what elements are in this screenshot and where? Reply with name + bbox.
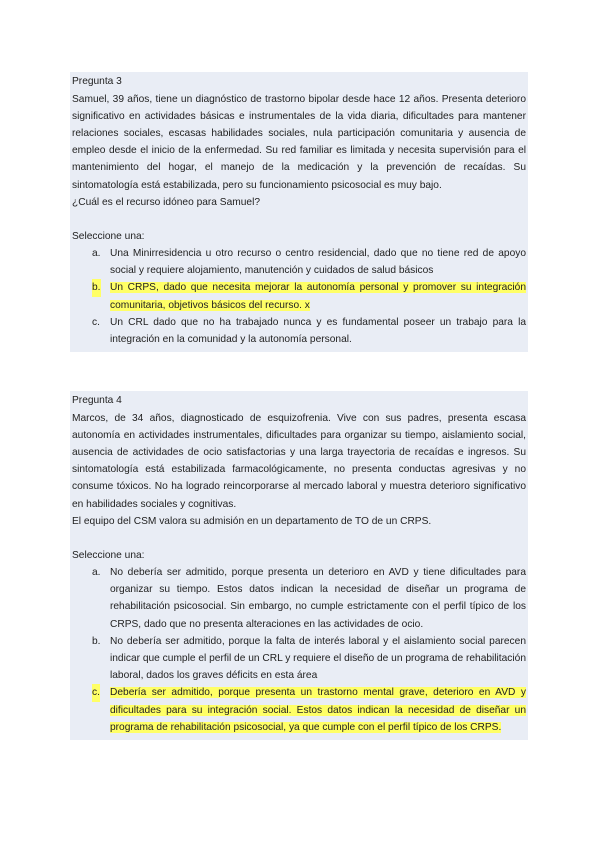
option-text: Un CRPS, dado que necesita mejorar la autonomía personal y promover su integración comunitaria, objetivos básicos del recurso. x: [110, 282, 526, 311]
question-text: Marcos, de 34 años, diagnosticado de esquizofrenia. Vive con sus padres, presenta escasa autonomía en actividades instrumentales, dificultades para organizar su tiempo, aislamiento social, ausencia de actividades de ocio satisfactorias y una larga trayectoria de recaídas e ingresos. Su sintomatología está estabilizada farmacológicamente, no presenta conductas agresivas y no consume tóxicos. No ha logrado reincorporarse al mercado laboral y muestra deterioro significativo en habilidades sociales y cognitivas.: [72, 412, 526, 510]
option-letter: a.: [92, 247, 101, 259]
answer-option-b[interactable]: [72, 633, 526, 685]
answer-options: [72, 245, 526, 348]
option-text: Una Minirresidencia u otro recurso o centro residencial, dado que no tiene red de apoyo social y requiere alojamiento, manutención y cuidados de salud básicos: [110, 247, 526, 277]
option-text: Un CRL dado que no ha trabajado nunca y es fundamental poseer un trabajo para la integración en la comunidad y la autonomía personal.: [110, 316, 526, 345]
question-prompt: El equipo del CSM valora su admisión en un departamento de TO de un CRPS.: [72, 515, 432, 527]
select-label: Seleccione una:: [72, 549, 145, 561]
option-letter: a.: [92, 566, 101, 578]
answer-option-a[interactable]: [72, 245, 526, 279]
option-text: Debería ser admitido, porque presenta un trastorno mental grave, deterioro en AVD y dificultades para su integración social. Estos datos indican la necesidad de diseñar un programa de rehabilitación psicosocial, ya que cumple con el perfil típico de los CRPS.: [110, 687, 526, 733]
answer-options: [72, 564, 526, 736]
answer-option-a[interactable]: [72, 564, 526, 633]
option-letter: b.: [92, 635, 101, 647]
option-letter: b.: [92, 279, 101, 296]
question-3: [70, 72, 528, 352]
option-text: No debería ser admitido, porque la falta de interés laboral y el aislamiento social parecen indicar que cumple el perfil de un CRL y requiere el diseño de un programa de rehabilitación laboral, dados los graves déficits en esta área: [110, 635, 526, 682]
answer-option-c[interactable]: [72, 684, 526, 736]
option-text: No debería ser admitido, porque presenta un deterioro en AVD y tiene dificultades para organizar su tiempo. Estos datos indican la necesidad de diseñar un programa de rehabilitación psicosocial. Sin embargo, no cumple estrictamente con el perfil típico de los CRPS, dado que no presenta alteraciones en las actividades de ocio.: [110, 566, 526, 630]
option-letter: c.: [92, 316, 100, 328]
question-title: Pregunta 4: [72, 395, 122, 406]
question-prompt: ¿Cuál es el recurso idóneo para Samuel?: [72, 196, 261, 208]
question-title: Pregunta 3: [72, 76, 122, 87]
question-4: [70, 391, 528, 740]
answer-option-c[interactable]: [72, 314, 526, 348]
option-letter: c.: [92, 684, 100, 701]
question-text: Samuel, 39 años, tiene un diagnóstico de trastorno bipolar desde hace 12 años. Presenta deterioro significativo en actividades básicas e instrumentales de la vida diaria, dificultades para mantener relaciones sociales, escasas habilidades sociales, nula participación comunitaria y ausencia de empleo desde el inicio de la enfermedad. Su red familiar es limitada y necesita supervisión para el mantenimiento del hogar, el manejo de la medicación y la prevención de recaídas. Su sintomatología está estabilizada, pero su funcionamiento psicosocial es muy bajo.: [72, 93, 526, 191]
answer-option-b[interactable]: [72, 279, 526, 313]
select-label: Seleccione una:: [72, 230, 145, 242]
